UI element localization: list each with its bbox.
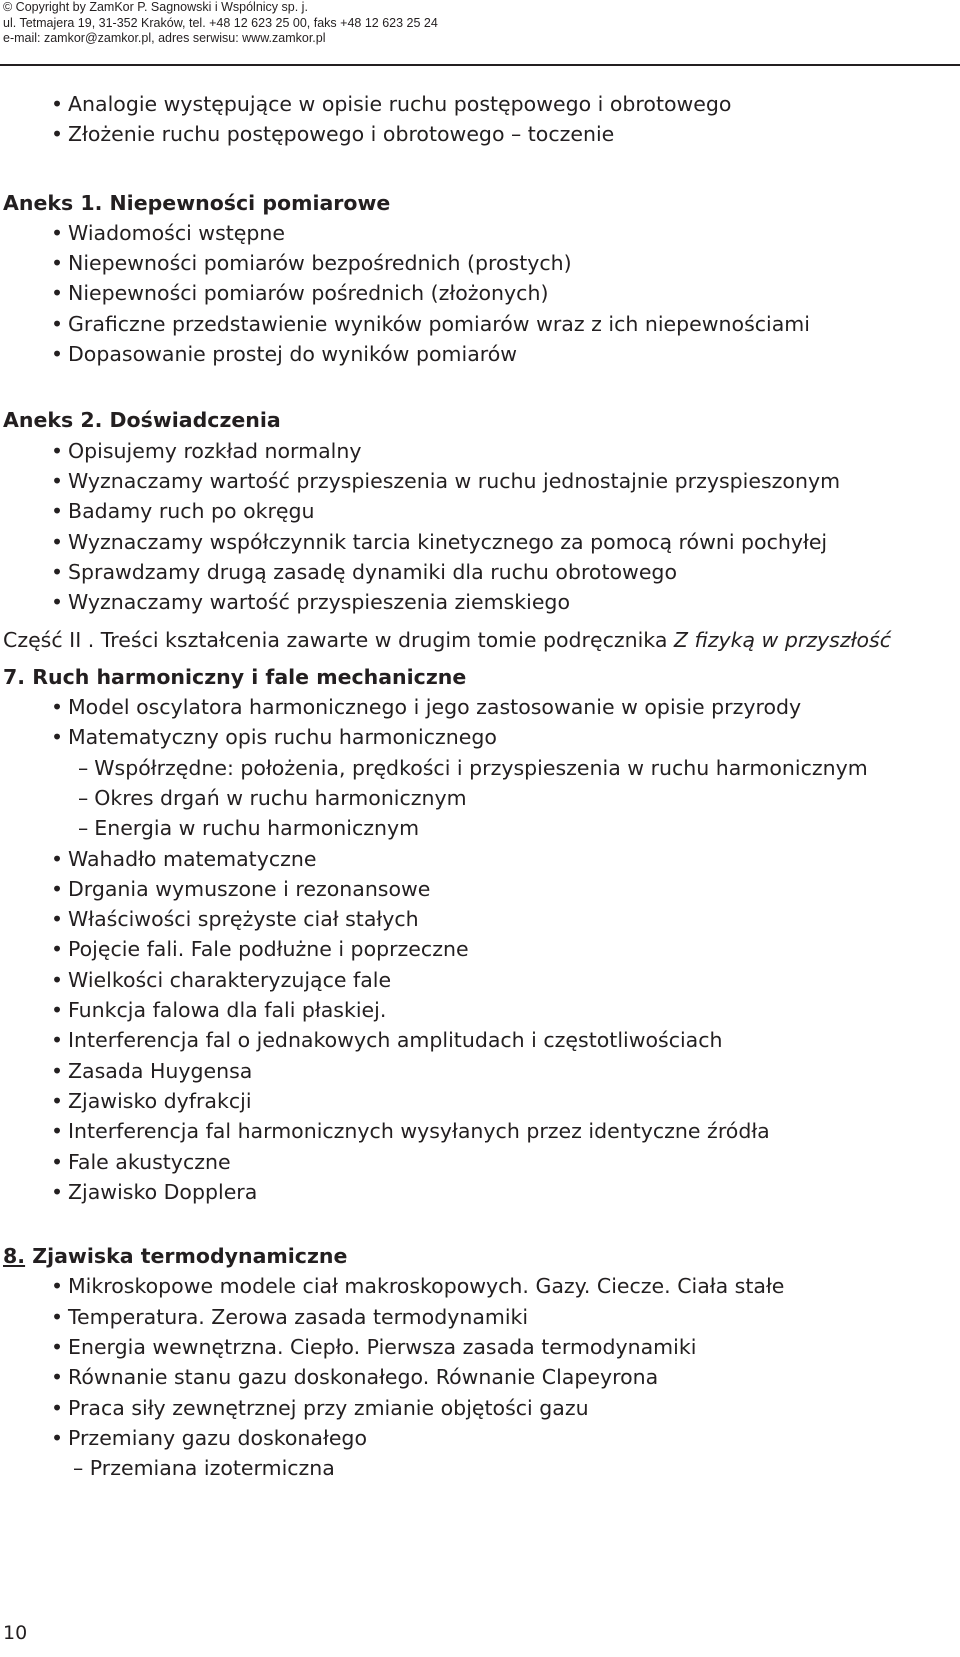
list-item: • Interferencja fal harmonicznych wysyłanych przez identyczne źródła <box>0 1116 960 1146</box>
bullet-icon: • <box>51 846 64 871</box>
bullet-icon: • <box>51 311 64 336</box>
dash-icon: – <box>78 816 89 841</box>
section-heading: Aneks 1. Niepewności pomiarowe <box>3 190 391 215</box>
list-item: • Interferencja fal o jednakowych amplitudach i częstotliwościach <box>0 1025 960 1055</box>
list-item: • Model oscylatora harmonicznego i jego zastosowanie w opisie przyrody <box>0 692 960 722</box>
copyright-line: © Copyright by ZamKor P. Sagnowski i Wspólnicy sp. j. <box>3 0 308 14</box>
address-line: ul. Tetmajera 19, 31-352 Kraków, tel. +48 12 623 25 00, faks +48 12 623 25 24 <box>3 15 438 30</box>
sub-list-item: – Energia w ruchu harmonicznym <box>78 816 420 841</box>
bullet-icon: • <box>51 907 64 932</box>
contact-line: e-mail: zamkor@zamkor.pl, adres serwisu: www.zamkor.pl <box>3 31 326 45</box>
bullet-icon: • <box>51 1334 64 1359</box>
page-number: 10 <box>3 1622 28 1644</box>
bullet-icon: • <box>51 998 64 1023</box>
list-item: • Wahadło matematyczne <box>0 844 960 874</box>
list-item: • Funkcja falowa dla fali płaskiej. <box>0 995 960 1025</box>
list-item: • Wyznaczamy współczynnik tarcia kinetycznego za pomocą równi pochyłej <box>0 527 960 557</box>
book-title: Z fizyką w przyszłość <box>673 628 891 653</box>
bullet-icon: • <box>51 1119 64 1144</box>
bullet-icon: • <box>51 1365 64 1390</box>
bullet-icon: • <box>51 438 64 463</box>
bullet-icon: • <box>51 251 64 276</box>
bullet-icon: • <box>51 1304 64 1329</box>
bullet-icon: • <box>51 590 64 615</box>
bullet-icon: • <box>51 1028 64 1053</box>
bullet-icon: • <box>51 499 64 524</box>
list-item: • Temperatura. Zerowa zasada termodynamiki <box>0 1302 960 1332</box>
bullet-icon: • <box>51 559 64 584</box>
header-rule <box>0 64 960 66</box>
list-item: • Pojęcie fali. Fale podłużne i poprzeczne <box>0 934 960 964</box>
list-item: • Dopasowanie prostej do wyników pomiarów <box>0 339 960 369</box>
chapter-heading: 7. Ruch harmoniczny i fale mechaniczne <box>3 664 467 689</box>
list-item: • Opisujemy rozkład normalny <box>0 436 960 466</box>
chapter-number: 8. <box>3 1244 26 1269</box>
bullet-icon: • <box>51 1274 64 1299</box>
list-item: • Wyznaczamy wartość przyspieszenia ziemskiego <box>0 587 960 617</box>
list-item: • Równanie stanu gazu doskonałego. Równanie Clapeyrona <box>0 1362 960 1392</box>
bullet-icon: • <box>51 468 64 493</box>
bullet-icon: • <box>51 1425 64 1450</box>
bullet-icon: • <box>51 725 64 750</box>
bullet-icon: • <box>51 937 64 962</box>
bullet-icon: • <box>51 695 64 720</box>
chapter-heading <box>0 1241 960 1271</box>
list-item: • Drgania wymuszone i rezonansowe <box>0 874 960 904</box>
list-item: • Niepewności pomiarów pośrednich (złożonych) <box>0 278 960 308</box>
list-item: • Energia wewnętrzna. Ciepło. Pierwsza zasada termodynamiki <box>0 1332 960 1362</box>
copyright-block <box>3 0 438 47</box>
dash-icon: – <box>78 755 89 780</box>
list-item: • Sprawdzamy drugą zasadę dynamiki dla ruchu obrotowego <box>0 557 960 587</box>
dash-icon: – <box>78 785 89 810</box>
list-item: • Analogie występujące w opisie ruchu postępowego i obrotowego <box>0 89 960 119</box>
chapter-title: Zjawiska termodynamiczne <box>25 1244 348 1269</box>
list-item: • Przemiany gazu doskonałego <box>0 1423 960 1453</box>
list-item: • Zjawisko dyfrakcji <box>0 1086 960 1116</box>
sub-list-item: – Przemiana izotermiczna <box>73 1456 335 1481</box>
bullet-icon: • <box>51 1058 64 1083</box>
bullet-icon: • <box>51 1088 64 1113</box>
list-item: • Graficzne przedstawienie wyników pomiarów wraz z ich niepewnościami <box>0 309 960 339</box>
list-item: • Wielkości charakteryzujące fale <box>0 965 960 995</box>
bullet-icon: • <box>51 281 64 306</box>
bullet-icon: • <box>51 1179 64 1204</box>
list-item: • Badamy ruch po okręgu <box>0 496 960 526</box>
part-heading-text: Część II . Treści kształcenia zawarte w drugim tomie podręcznika <box>3 628 674 653</box>
part-heading <box>0 625 960 655</box>
bullet-icon: • <box>51 1395 64 1420</box>
bullet-icon: • <box>51 876 64 901</box>
list-item: • Wiadomości wstępne <box>0 218 960 248</box>
list-item: • Zjawisko Dopplera <box>0 1177 960 1207</box>
bullet-icon: • <box>51 342 64 367</box>
list-item: • Zasada Huygensa <box>0 1056 960 1086</box>
bullet-icon: • <box>51 967 64 992</box>
bullet-icon: • <box>51 220 64 245</box>
section-heading: Aneks 2. Doświadczenia <box>3 408 281 433</box>
bullet-icon: • <box>51 92 64 116</box>
list-item: • Wyznaczamy wartość przyspieszenia w ruchu jednostajnie przyspieszonym <box>0 466 960 496</box>
dash-icon: – <box>73 1456 84 1481</box>
list-item: • Fale akustyczne <box>0 1147 960 1177</box>
list-item: • Złożenie ruchu postępowego i obrotowego – toczenie <box>0 119 960 149</box>
bullet-icon: • <box>51 1149 64 1174</box>
bullet-icon: • <box>51 122 64 147</box>
page-content <box>0 89 960 1483</box>
sub-list-item: – Współrzędne: położenia, prędkości i przyspieszenia w ruchu harmonicznym <box>78 755 868 780</box>
bullet-icon: • <box>51 529 64 554</box>
list-item: • Praca siły zewnętrznej przy zmianie objętości gazu <box>0 1393 960 1423</box>
list-item: • Właściwości sprężyste ciał stałych <box>0 904 960 934</box>
list-item: • Mikroskopowe modele ciał makroskopowych. Gazy. Ciecze. Ciała stałe <box>0 1271 960 1301</box>
list-item: • Matematyczny opis ruchu harmonicznego <box>0 722 960 752</box>
list-item: • Niepewności pomiarów bezpośrednich (prostych) <box>0 248 960 278</box>
sub-list-item: – Okres drgań w ruchu harmonicznym <box>78 785 467 810</box>
